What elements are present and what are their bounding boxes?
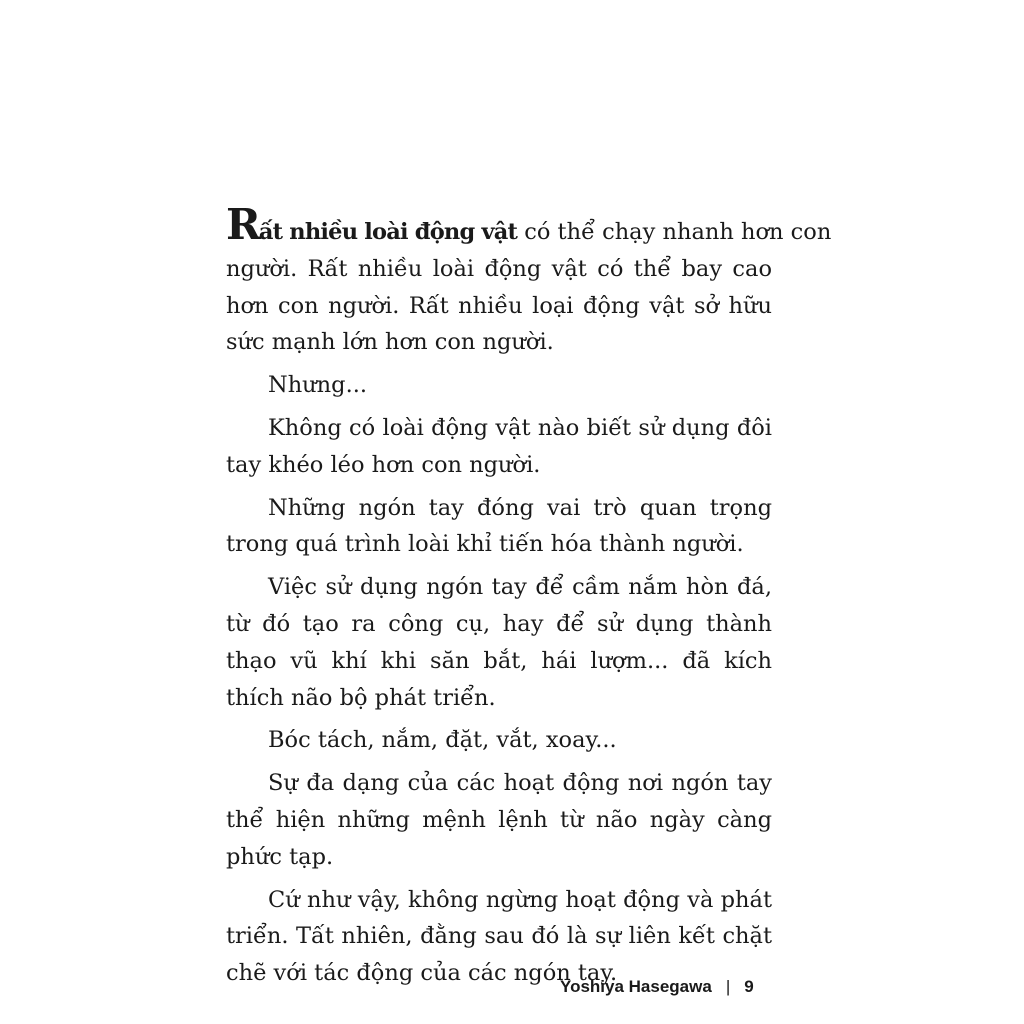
footer-separator: | — [725, 977, 731, 996]
paragraph: Không có loài động vật nào biết sử dụng đôi tay khéo léo hơn con người. — [226, 414, 772, 478]
lead-first-line — [226, 200, 832, 251]
paragraph: Những ngón tay đóng vai trò quan trọng trong quá trình loài khỉ tiến hóa thành người. — [226, 494, 772, 558]
lead-continuation: người. Rất nhiều loài động vật có thể bay cao hơn con người. Rất nhiều loại động vật sở hữu sức mạnh lớn hơn con người. — [226, 255, 772, 356]
page-footer — [560, 977, 770, 997]
lead-bold-phrase: ất nhiều loài động vật — [258, 219, 518, 245]
footer-author: Yoshiya Hasegawa — [560, 977, 712, 996]
body-text — [226, 200, 832, 998]
paragraph: Nhưng... — [268, 372, 368, 399]
drop-cap: R — [226, 200, 259, 249]
paragraph: Bóc tách, nắm, đặt, vắt, xoay... — [268, 727, 617, 754]
lead-paragraph — [226, 200, 832, 361]
paragraph: Cứ như vậy, không ngừng hoạt động và phát triển. Tất nhiên, đằng sau đó là sự liên kết chặt chẽ với tác động của các ngón tay. — [226, 886, 772, 987]
page-number: 9 — [744, 977, 754, 996]
lead-first-line-rest: có thể chạy nhanh hơn con — [517, 219, 832, 245]
paragraph: Sự đa dạng của các hoạt động nơi ngón tay thể hiện những mệnh lệnh từ não ngày càng phức tạp. — [226, 770, 772, 870]
paragraph: Việc sử dụng ngón tay để cầm nắm hòn đá, từ đó tạo ra công cụ, hay để sử dụng thành thạo vũ khí khi săn bắt, hái lượm... đã kích thích não bộ phát triển. — [226, 574, 772, 711]
